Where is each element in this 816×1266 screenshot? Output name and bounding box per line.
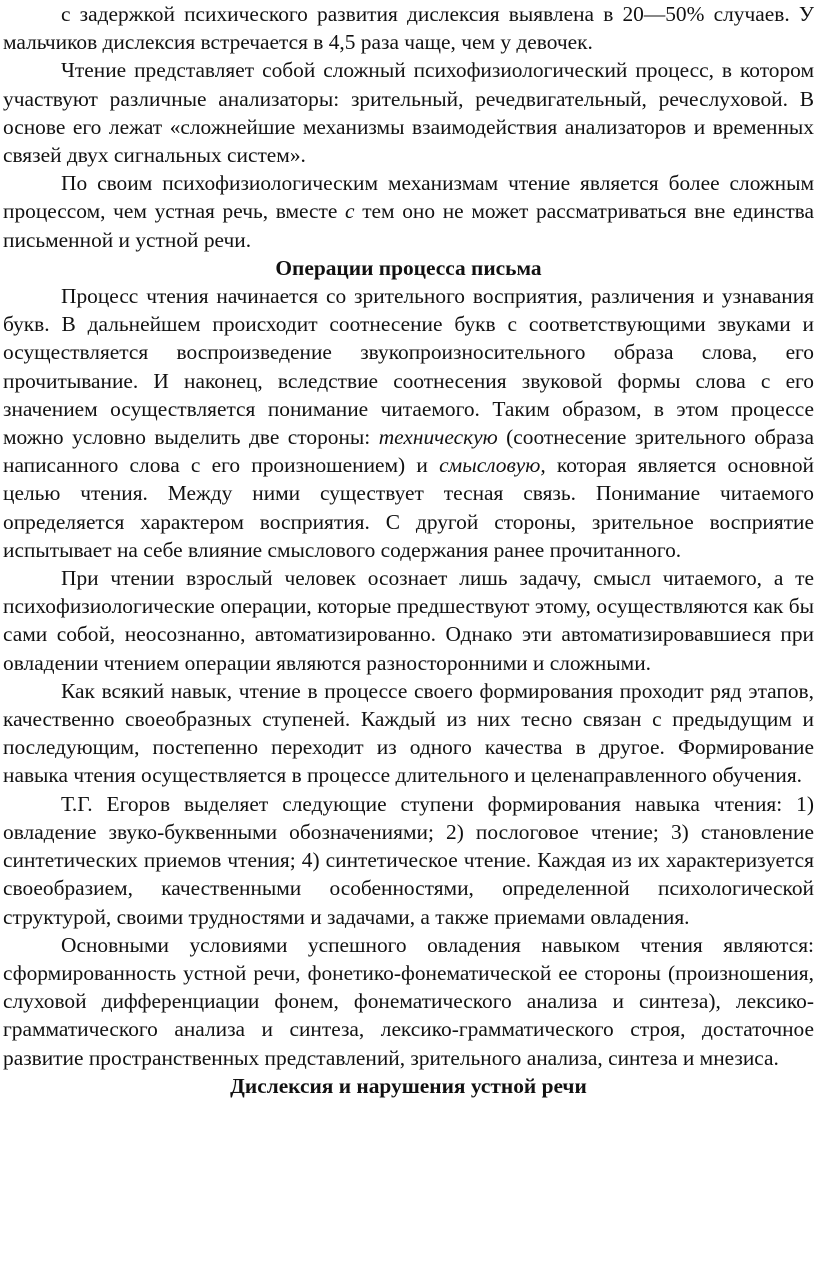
paragraph-4-text-a: Процесс чтения начинается со зрительного восприятия, различения и узнавания букв. В дальнейшем происходит соотнесение букв с соответствующими звуками и осуществляется воспроизведение звукопроизносительного образа слова, его прочитывание. И наконец, вследствие соотнесения звуковой формы слова с его значением осуществляется понимание читаемого. Таким образом, в этом процессе можно условно выделить две стороны: xyxy=(3,284,814,450)
paragraph-2: Чтение представляет собой сложный психофизиологический процесс, в котором участвуют различные анализаторы: зрительный, речедвигательный, речеслуховой. В основе его лежат «сложнейшие механизмы взаимодействия анализаторов и временных связей двух сигнальных систем». xyxy=(3,58,814,168)
paragraph-4-italic-technical: техническую xyxy=(378,425,498,450)
paragraph-4 xyxy=(3,282,814,564)
paragraph-6: Как всякий навык, чтение в процессе своего формирования проходит ряд этапов, качественно своеобразных ступеней. Каждый из них тесно связан с предыдущим и последующим, постепенно переходит из одного качества в другое. Формирование навыка чтения осуществляется в процессе длительного и целенаправленного обучения. xyxy=(3,678,814,788)
paragraph-3-text-b: тем оно не может рассматриваться вне единства письменной и устной речи. xyxy=(3,199,814,252)
paragraph-4-text-b: (соотнесение зрительного образа написанного слова с его произношением) и xyxy=(3,425,814,478)
paragraph-3-text-a: По своим психофизиологическим механизмам чтение является более сложным процессом, чем устная речь, вместе xyxy=(3,171,814,224)
paragraph-3-italic: с xyxy=(345,199,355,224)
paragraph-1: с задержкой психического развития дислексия выявлена в 20—50% случаев. У мальчиков дислексия встречается в 4,5 раза чаще, чем у девочек. xyxy=(3,2,814,55)
section-heading-2: Дислексия и нарушения устной речи xyxy=(230,1073,587,1098)
paragraph-4-text-c: которая является основной целью чтения. Между ними существует тесная связь. Понимание читаемого определяется характером восприятия. С другой стороны, зрительное восприятие испытывает на себе влияние смыслового содержания ранее прочитанного. xyxy=(3,453,814,562)
paragraph-8: Основными условиями успешного овладения навыком чтения являются: сформированность устной речи, фонетико-фонематической ее стороны (произношения, слуховой дифференциации фонем, фонематического анализа и синтеза), лексико-грамматического анализа и синтеза, лексико-грамматического строя, достаточное развитие пространственных представлений, зрительного анализа, синтеза и мнезиса. xyxy=(3,932,814,1070)
paragraph-7: Т.Г. Егоров выделяет следующие ступени формирования навыка чтения: 1) овладение звуко-буквенными обозначениями; 2) послоговое чтение; 3) становление синтетических приемов чтения; 4) синтетическое чтение. Каждая из их характеризуется своеобразием, качественными особенностями, определенной психологической структурой, своими трудностями и задачами, а также приемами овладения. xyxy=(3,791,814,929)
paragraph-3 xyxy=(3,169,814,254)
section-heading-1: Операции процесса письма xyxy=(275,255,542,280)
paragraph-5: При чтении взрослый человек осознает лишь задачу, смысл читаемого, а те психофизиологические операции, которые предшествуют этому, осуществляются как бы сами собой, неосознанно, автоматизированно. Однако эти автоматизировавшиеся при овладении чтением операции являются разносторонними и сложными. xyxy=(3,566,814,675)
paragraph-4-italic-semantic: смысловую, xyxy=(439,453,546,478)
